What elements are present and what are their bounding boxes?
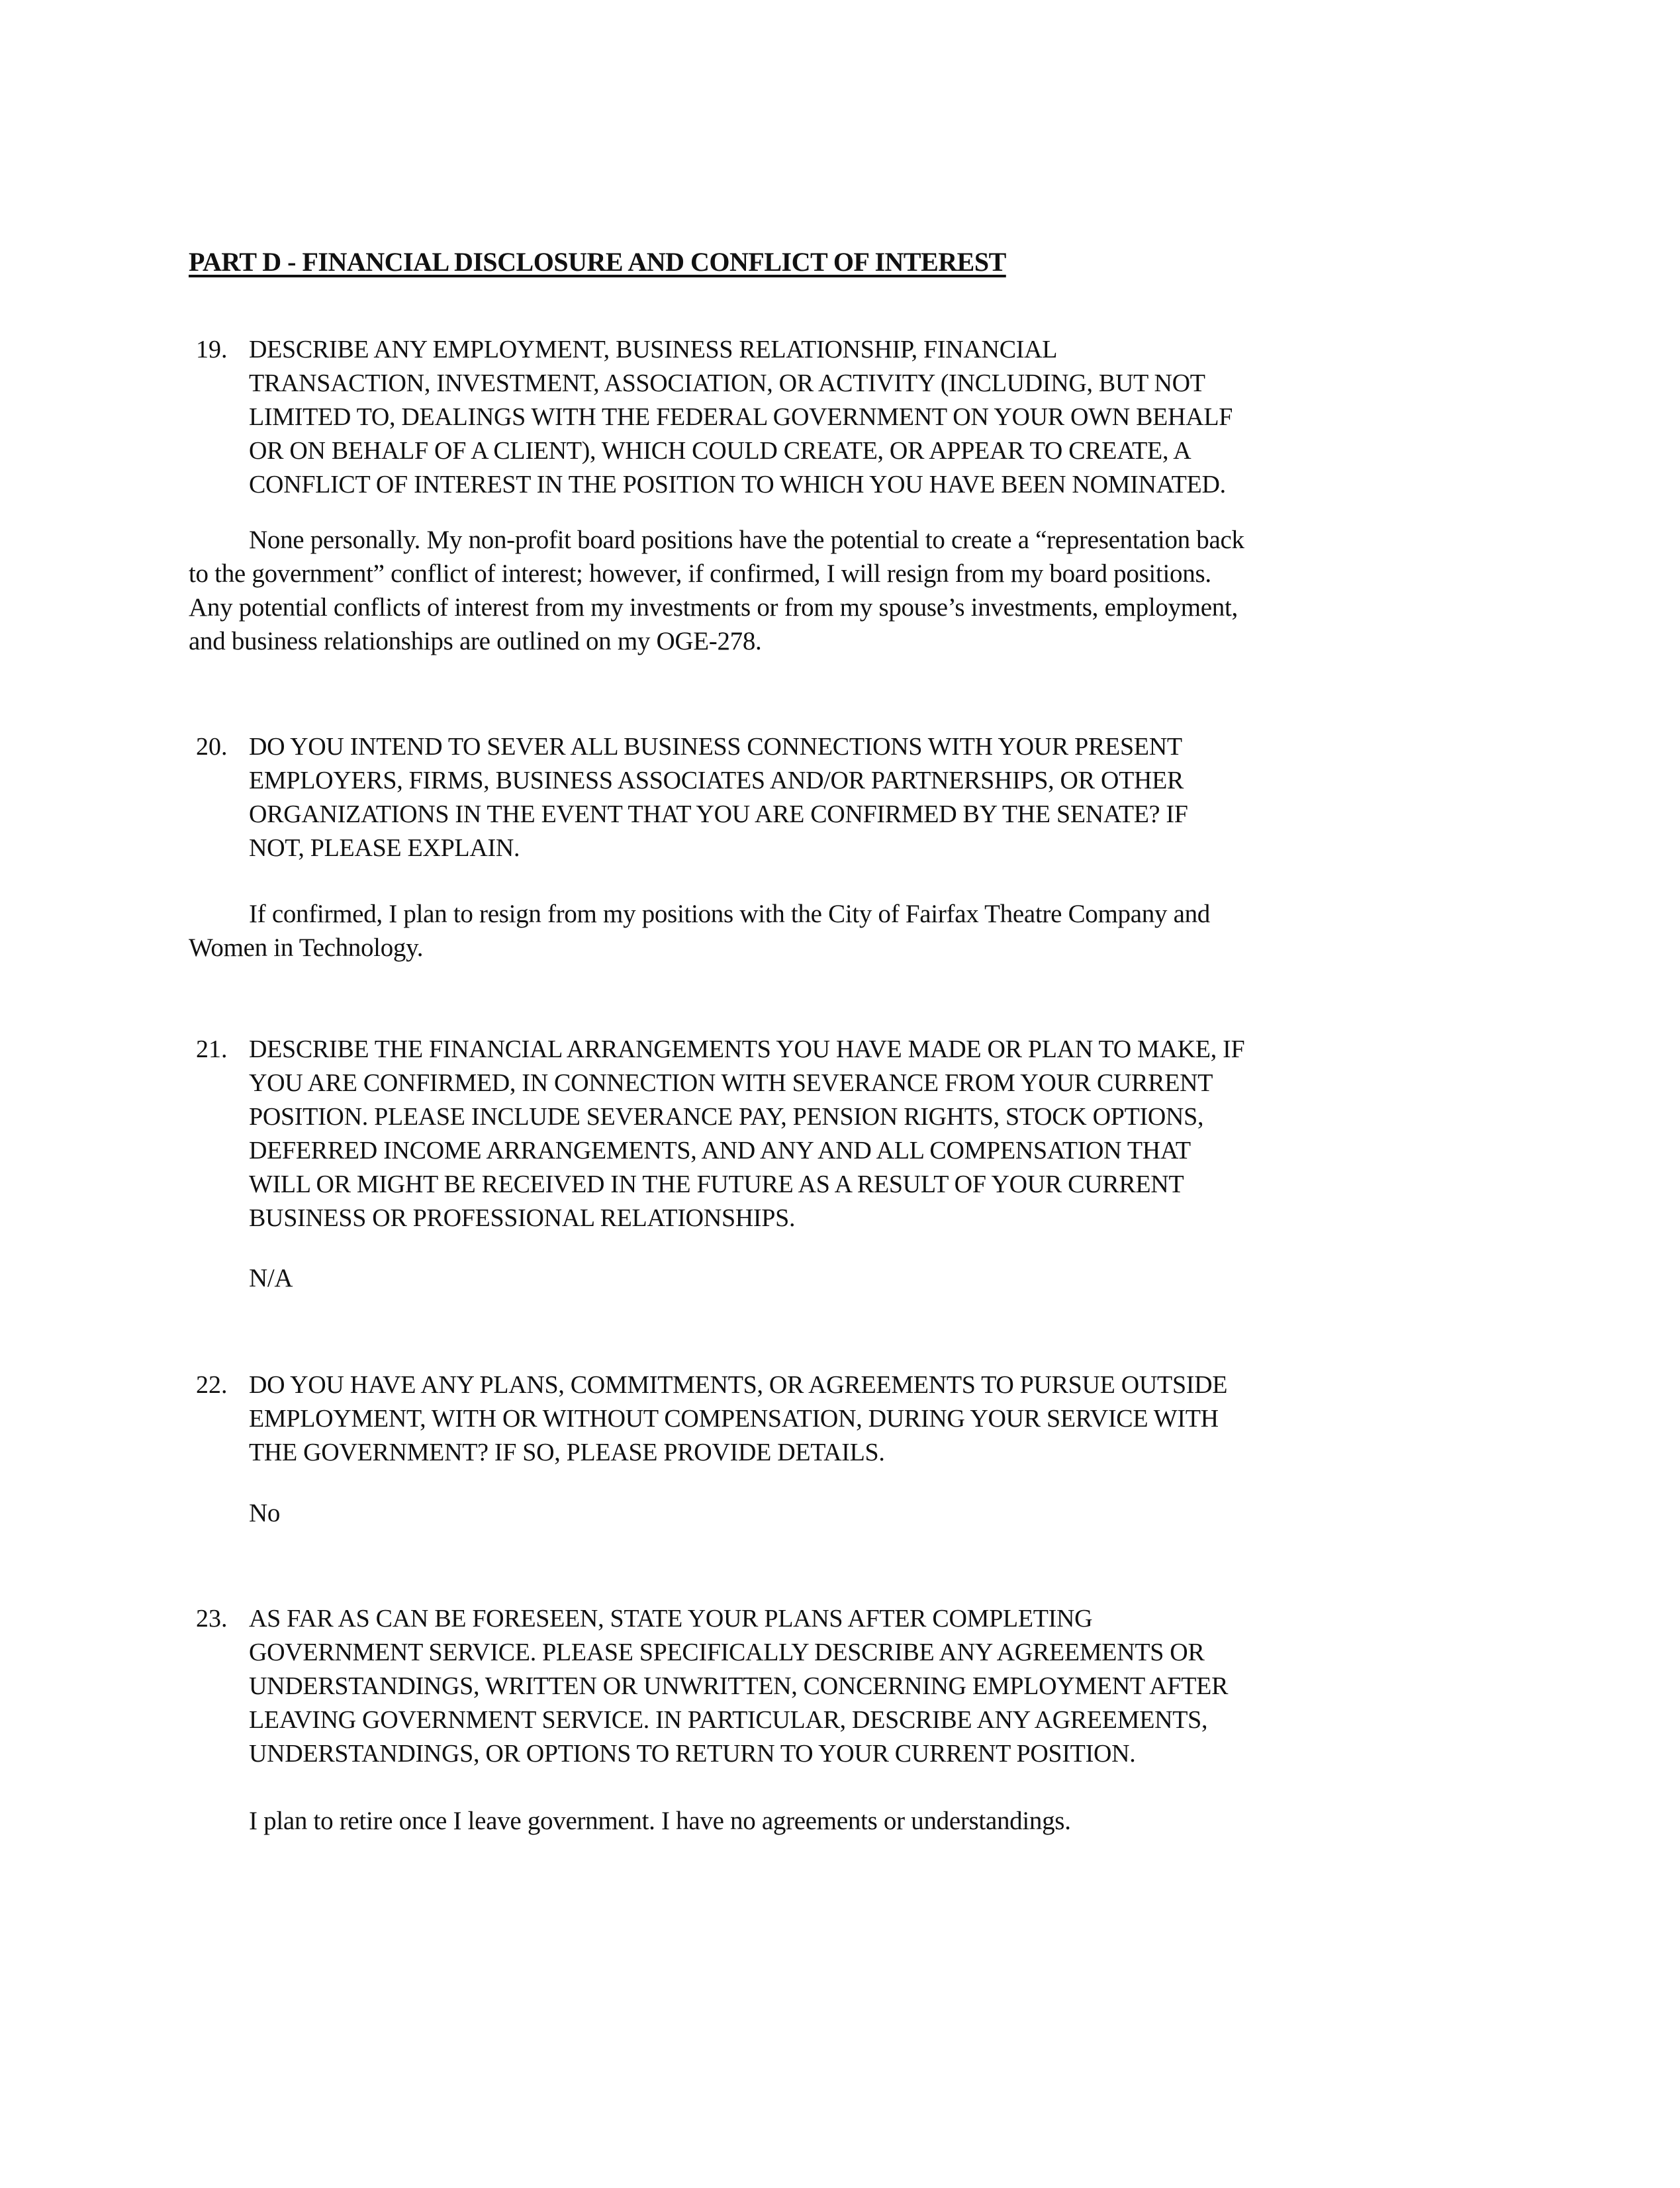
answer-line: I plan to retire once I leave government. I have no agreements or understandings. [249,1807,1071,1835]
question-line: ORGANIZATIONS IN THE EVENT THAT YOU ARE CONFIRMED BY THE SENATE? IF [249,800,1188,828]
question-number: 21. [196,1035,228,1063]
answer-line: If confirmed, I plan to resign from my positions with the City of Fairfax Theatre Company and [249,900,1210,928]
question-line: DEFERRED INCOME ARRANGEMENTS, AND ANY AND ALL COMPENSATION THAT [249,1137,1191,1165]
question-number: 22. [196,1371,228,1399]
question-20 [249,730,1188,865]
question-23 [249,1602,1228,1771]
answer-line: N/A [249,1264,293,1292]
answer-22 [249,1496,280,1530]
answer-21 [249,1261,293,1295]
question-line: LIMITED TO, DEALINGS WITH THE FEDERAL GOVERNMENT ON YOUR OWN BEHALF [249,403,1233,431]
question-line: YOU ARE CONFIRMED, IN CONNECTION WITH SEVERANCE FROM YOUR CURRENT [249,1069,1213,1097]
answer-20 [189,897,1210,965]
question-line: EMPLOYMENT, WITH OR WITHOUT COMPENSATION, DURING YOUR SERVICE WITH [249,1405,1219,1433]
question-line: DO YOU HAVE ANY PLANS, COMMITMENTS, OR AGREEMENTS TO PURSUE OUTSIDE [249,1371,1228,1399]
question-line: DESCRIBE ANY EMPLOYMENT, BUSINESS RELATIONSHIP, FINANCIAL [249,336,1058,363]
question-21 [249,1033,1244,1235]
answer-23 [249,1804,1071,1838]
answer-line: to the government” conflict of interest; however, if confirmed, I will resign from my board positions. [189,559,1211,588]
question-line: THE GOVERNMENT? IF SO, PLEASE PROVIDE DETAILS. [249,1439,885,1466]
answer-19 [189,523,1244,658]
question-line: DESCRIBE THE FINANCIAL ARRANGEMENTS YOU HAVE MADE OR PLAN TO MAKE, IF [249,1035,1245,1063]
question-line: UNDERSTANDINGS, OR OPTIONS TO RETURN TO YOUR CURRENT POSITION. [249,1740,1136,1768]
answer-line: Any potential conflicts of interest from my investments or from my spouse’s investments, employment, [189,593,1238,622]
answer-line: None personally. My non-profit board positions have the potential to create a “representation back [249,526,1244,554]
question-number: 20. [196,733,228,761]
question-line: LEAVING GOVERNMENT SERVICE. IN PARTICULAR, DESCRIBE ANY AGREEMENTS, [249,1706,1208,1734]
answer-line: and business relationships are outlined on my OGE-278. [189,627,762,655]
question-line: OR ON BEHALF OF A CLIENT), WHICH COULD CREATE, OR APPEAR TO CREATE, A [249,437,1191,465]
question-line: AS FAR AS CAN BE FORESEEN, STATE YOUR PLANS AFTER COMPLETING [249,1605,1093,1633]
answer-line: Women in Technology. [189,933,424,962]
question-22 [249,1368,1227,1470]
question-line: WILL OR MIGHT BE RECEIVED IN THE FUTURE AS A RESULT OF YOUR CURRENT [249,1170,1184,1198]
question-line: GOVERNMENT SERVICE. PLEASE SPECIFICALLY DESCRIBE ANY AGREEMENTS OR [249,1639,1205,1666]
section-heading: PART D - FINANCIAL DISCLOSURE AND CONFLICT OF INTEREST [189,247,1006,277]
question-number: 19. [196,336,228,363]
answer-line: No [249,1499,281,1527]
question-number: 23. [196,1605,228,1633]
question-line: UNDERSTANDINGS, WRITTEN OR UNWRITTEN, CONCERNING EMPLOYMENT AFTER [249,1672,1229,1700]
question-line: EMPLOYERS, FIRMS, BUSINESS ASSOCIATES AND/OR PARTNERSHIPS, OR OTHER [249,767,1184,794]
question-line: TRANSACTION, INVESTMENT, ASSOCIATION, OR ACTIVITY (INCLUDING, BUT NOT [249,369,1205,397]
question-line: DO YOU INTEND TO SEVER ALL BUSINESS CONNECTIONS WITH YOUR PRESENT [249,733,1182,761]
question-19 [249,333,1233,502]
question-line: BUSINESS OR PROFESSIONAL RELATIONSHIPS. [249,1204,796,1232]
question-line: CONFLICT OF INTEREST IN THE POSITION TO WHICH YOU HAVE BEEN NOMINATED. [249,471,1226,499]
question-line: POSITION. PLEASE INCLUDE SEVERANCE PAY, PENSION RIGHTS, STOCK OPTIONS, [249,1103,1204,1131]
question-line: NOT, PLEASE EXPLAIN. [249,834,520,862]
